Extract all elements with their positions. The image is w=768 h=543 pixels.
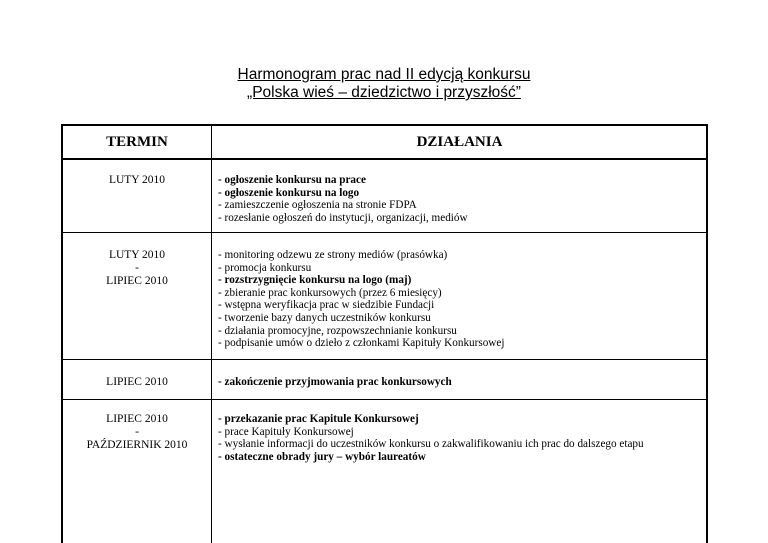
header-term: TERMIN: [106, 134, 168, 150]
action-item: - tworzenie bazy danych uczestników konkursu: [218, 311, 431, 324]
document-title-line-2: „Polska wieś – dziedzictwo i przyszłość”: [247, 84, 521, 101]
term-line: PAŹDZIERNIK 2010: [86, 439, 188, 451]
action-item: - promocja konkursu: [218, 261, 312, 274]
header-divider: [63, 158, 706, 160]
action-item: - zamieszczenie ogłoszenia na stronie FDPA: [218, 199, 417, 212]
action-item: - wysłanie informacji do uczestników konkursu o zakwalifikowaniu ich prac do dalszego etapu: [218, 438, 644, 451]
header-actions: DZIAŁANIA: [416, 134, 503, 150]
row-1-actions: [218, 174, 703, 224]
document-title-line-1: Harmonogram prac nad II edycją konkursu: [237, 66, 531, 83]
action-item: - zbieranie prac konkursowych (przez 6 miesięcy): [218, 286, 442, 299]
action-item: - przekazanie prac Kapitule Konkursowej: [218, 413, 419, 425]
row-2-term: [63, 249, 211, 288]
row-1-term: [63, 174, 211, 187]
action-item: - rozstrzygnięcie konkursu na logo (maj): [218, 274, 412, 287]
action-item: - ostateczne obrady jury – wybór laureatów: [218, 450, 426, 463]
row-3-actions: [218, 376, 703, 389]
term-line: -: [135, 262, 139, 274]
row-4-term: [63, 413, 211, 452]
action-item: - wstępna weryfikacja prac w siedzibie Fundacji: [218, 299, 435, 312]
action-item: - ogłoszenie konkursu na logo: [218, 186, 360, 199]
action-item: - monitoring odzewu ze strony mediów (prasówka): [218, 249, 448, 261]
action-item: - zakończenie przyjmowania prac konkursowych: [218, 376, 452, 388]
row-divider: [63, 399, 706, 400]
term-line: LIPIEC 2010: [106, 275, 168, 287]
term-line: LUTY 2010: [108, 174, 166, 186]
action-item: - prace Kapituły Konkursowej: [218, 425, 354, 438]
column-divider: [211, 126, 212, 543]
action-item: - działania promocyjne, rozpowszechnianie konkursu: [218, 324, 457, 337]
row-3-term: [63, 376, 211, 389]
schedule-table: [61, 124, 708, 543]
row-4-actions: [218, 413, 703, 463]
term-line: LIPIEC 2010: [106, 376, 168, 388]
term-line: -: [135, 426, 139, 438]
action-item: - podpisanie umów o dzieło z członkami Kapituły Konkursowej: [218, 337, 505, 350]
row-divider: [63, 232, 706, 233]
action-item: - rozesłanie ogłoszeń do instytucji, organizacji, mediów: [218, 211, 468, 224]
term-line: LIPIEC 2010: [106, 413, 168, 425]
row-2-actions: [218, 249, 703, 350]
term-line: LUTY 2010: [108, 249, 166, 261]
action-item: - ogłoszenie konkursu na prace: [218, 174, 366, 186]
row-divider: [63, 359, 706, 360]
